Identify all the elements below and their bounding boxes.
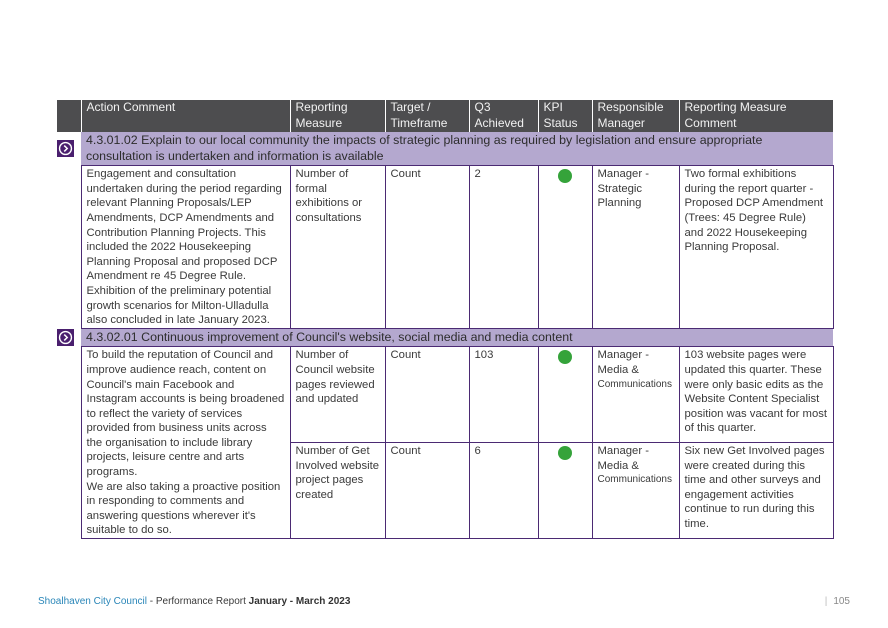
reporting-measure: Number of formal exhibitions or consultations <box>290 166 385 329</box>
goal-marker <box>57 328 81 347</box>
responsible-manager <box>592 166 679 329</box>
q3-achieved: 2 <box>469 166 538 329</box>
measure-comment: 103 website pages were updated this quarter. These were only basic edits as the Website Content Specialist position was vacant for most of this quarter. <box>679 347 833 443</box>
header-kpi-status: KPI Status <box>538 100 592 132</box>
responsible-manager <box>592 347 679 443</box>
measure-comment: Two formal exhibitions during the report quarter - Proposed DCP Amendment (Trees: 45 Degree Rule) and 2022 Housekeeping Planning Proposal. <box>679 166 833 329</box>
goal-title: 4.3.02.01 Continuous improvement of Council's website, social media and media content <box>81 328 833 347</box>
goal-row-1 <box>57 132 833 166</box>
header-q3-achieved: Q3 Achieved <box>469 100 538 132</box>
manager-line: Manager - Media & <box>597 444 649 472</box>
reporting-measure: Number of Council website pages reviewed and updated <box>290 347 385 443</box>
page-number: 105 <box>833 596 850 607</box>
header-action-comment: Action Comment <box>81 100 290 132</box>
table-row <box>57 166 833 329</box>
footer-org: Shoalhaven City Council <box>38 596 147 607</box>
footer-period: January - March 2023 <box>248 596 351 607</box>
target-timeframe: Count <box>385 442 469 538</box>
action-comment <box>81 347 290 539</box>
table-header-row <box>57 100 833 132</box>
manager-line: Communications <box>597 378 672 390</box>
goal-row-2 <box>57 328 833 347</box>
footer-report-label: - Performance Report <box>146 596 249 607</box>
goal-title: 4.3.01.02 Explain to our local community the impacts of strategic planning as required by legislation and ensure appropriate consultation is undertaken and information is available <box>81 132 833 166</box>
row-gutter <box>57 347 81 443</box>
header-gutter <box>57 100 81 132</box>
goal-marker <box>57 132 81 166</box>
target-timeframe: Count <box>385 347 469 443</box>
row-gutter <box>57 442 81 538</box>
performance-table <box>57 100 834 539</box>
chevron-right-circle-icon <box>57 329 74 346</box>
page-number-block <box>825 596 850 607</box>
kpi-status-cell <box>538 166 592 329</box>
action-comment-para-1: To build the reputation of Council and improve audience reach, content on Council's main Facebook and Instagram accounts is being broadened to reflect the variety of services provided from business units across the organisation to include library projects, leisure centre and arts programs. <box>86 349 285 479</box>
table-row <box>57 347 833 443</box>
action-comment: Engagement and consultation undertaken during the period regarding relevant Planning Proposals/LEP Amendments, DCP Amendments and Contribution Planning Projects. This included the 2022 Housekeeping Planning Proposal and proposed DCP Amendment re 45 Degree Rule. Exhibition of the preliminary potential growth scenarios for Milton-Ulladulla also concluded in late January 2023. <box>81 166 290 329</box>
q3-achieved: 103 <box>469 347 538 443</box>
kpi-status-green-dot <box>558 350 572 364</box>
manager-line: Communications <box>597 474 672 486</box>
row-gutter <box>57 166 81 329</box>
page-footer <box>38 596 350 607</box>
kpi-status-green-dot <box>558 169 572 183</box>
manager-line: Manager - Media & <box>597 349 649 376</box>
page-number-divider: | <box>824 596 828 607</box>
manager-line: Manager - Strategic Planning <box>597 168 649 210</box>
q3-achieved: 6 <box>469 442 538 538</box>
reporting-measure: Number of Get Involved website project pages created <box>290 442 385 538</box>
action-comment-para-2: We are also taking a proactive position in responding to comments and answering questions wherever it's suitable to do so. <box>86 480 281 537</box>
target-timeframe: Count <box>385 166 469 329</box>
header-target: Target / Timeframe <box>385 100 469 132</box>
kpi-status-cell <box>538 442 592 538</box>
header-reporting-measure: Reporting Measure <box>290 100 385 132</box>
header-responsible-manager: Responsible Manager <box>592 100 679 132</box>
kpi-status-green-dot <box>558 446 572 460</box>
kpi-status-cell <box>538 347 592 443</box>
measure-comment: Six new Get Involved pages were created during this time and other surveys and engagement activities continue to run during this time. <box>679 442 833 538</box>
responsible-manager <box>592 442 679 538</box>
header-measure-comment: Reporting Measure Comment <box>679 100 833 132</box>
chevron-right-circle-icon <box>57 140 74 157</box>
